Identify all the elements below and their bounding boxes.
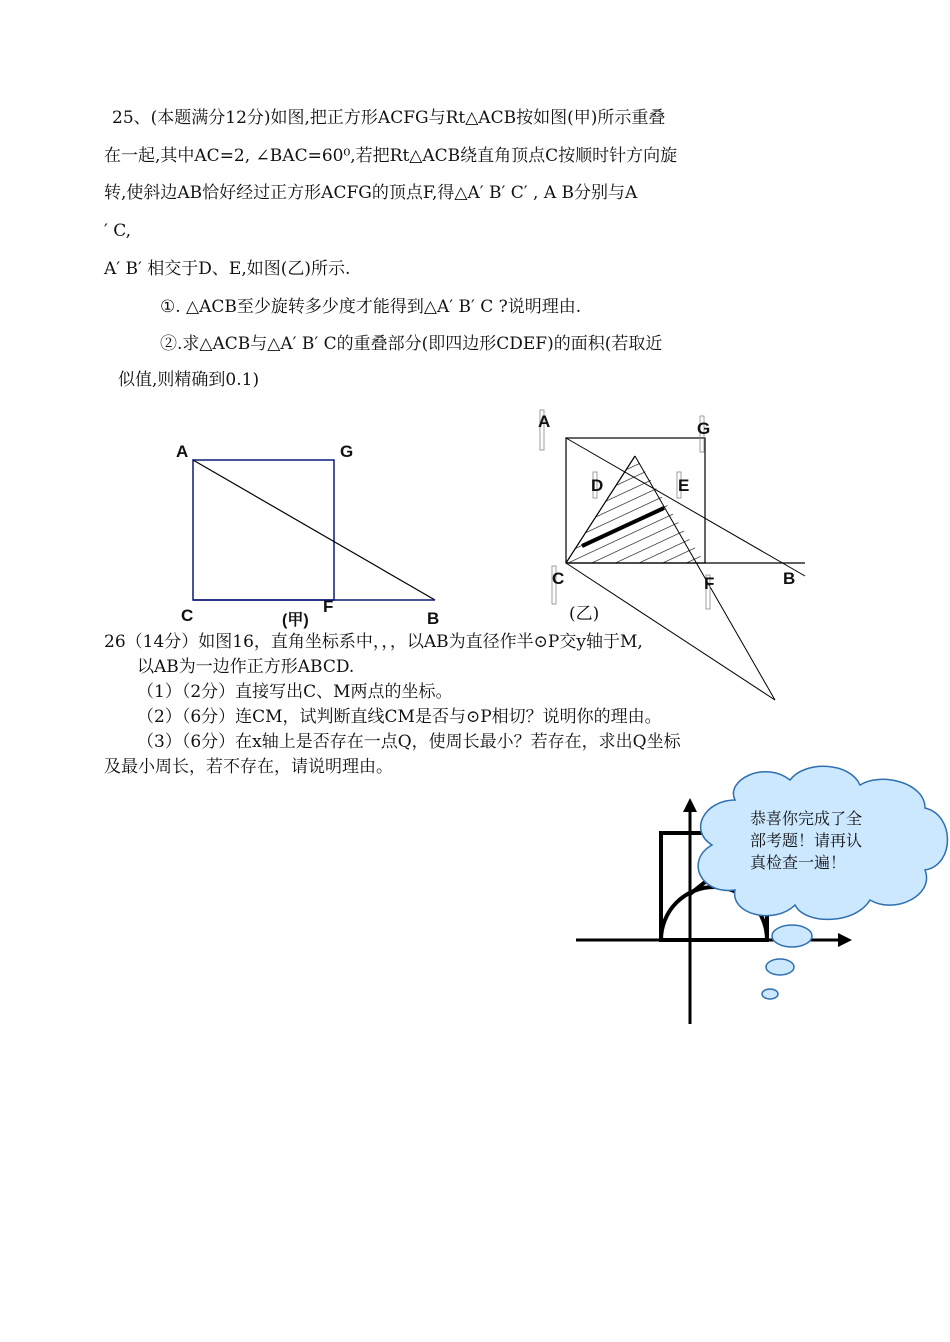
label-b-yi: B xyxy=(783,569,796,588)
overlap-hatched xyxy=(566,456,705,563)
label-d-yi: D xyxy=(591,476,604,495)
figure-jia xyxy=(193,460,435,600)
label-a-yi: A xyxy=(538,412,551,431)
x-axis-arrow-icon xyxy=(838,933,852,947)
label-g-yi: G xyxy=(697,419,711,438)
q25-line-3: 转,使斜边AB恰好经过正方形ACFG的顶点F,得△A′ B′ C′ , A B分别与A xyxy=(104,183,638,203)
label-b-jia: B xyxy=(427,609,440,628)
figure-yi xyxy=(540,410,805,700)
q25-line-6: ①. △ACB至少旋转多少度才能得到△A′ B′ C ?说明理由. xyxy=(160,297,582,317)
q25-line-2: 在一起,其中AC=2, ∠BAC=60⁰,若把Rt△ACB绕直角顶点C按顺时针方向旋 xyxy=(104,146,678,166)
q26-line-2: 以AB为一边作正方形ABCD. xyxy=(137,657,355,677)
cloud-bubble-2 xyxy=(766,959,794,975)
label-e-yi: E xyxy=(678,476,690,495)
label-c-yi: C xyxy=(552,569,565,588)
label-c-jia: C xyxy=(181,606,194,625)
q25-line-1: 25、(本题满分12分)如图,把正方形ACFG与Rt△ACB按如图(甲)所示重叠 xyxy=(112,108,666,128)
cloud-bubble-3 xyxy=(762,989,778,999)
q25-line-4: ′ C, xyxy=(104,221,132,241)
q26-line-1: 26（14分）如图16，直角坐标系中，，，以AB为直径作半⊙P交y轴于M, xyxy=(104,632,643,652)
label-a-jia: A xyxy=(176,442,189,461)
label-f-yi: F xyxy=(704,574,715,593)
q26-line-5: （3）（6分）在x轴上是否存在一点Q，使周长最小？若存在，求出Q坐标 xyxy=(137,732,681,752)
thought-cloud xyxy=(698,766,947,999)
cloud-text-1: 恭喜你完成了全 xyxy=(750,809,863,828)
q26-line-3: （1）（2分）直接写出C、M两点的坐标。 xyxy=(137,682,453,702)
q26-line-6: 及最小周长，若不存在，请说明理由。 xyxy=(104,757,393,777)
cloud-text-3: 真检查一遍！ xyxy=(750,853,847,872)
segment-ab xyxy=(193,460,435,600)
q25-line-8: 似值,则精确到0.1) xyxy=(118,370,260,390)
cloud-bubble-1 xyxy=(772,925,812,947)
y-axis-arrow-icon xyxy=(683,798,697,812)
q25-line-5: A′ B′ 相交于D、E,如图(乙)所示. xyxy=(104,259,351,279)
label-g-jia: G xyxy=(340,442,354,461)
cloud-text-2: 部考题！请再认 xyxy=(750,831,863,850)
caption-yi: (乙) xyxy=(569,604,600,624)
q25-line-7: ②.求△ACB与△A′ B′ C的重叠部分(即四边形CDEF)的面积(若取近 xyxy=(160,334,663,354)
caption-jia: (甲) xyxy=(282,612,309,629)
label-f-jia: F xyxy=(323,597,334,616)
q26-line-4: （2）（6分）连CM，试判断直线CM是否与⊙P相切？说明你的理由。 xyxy=(137,707,662,727)
